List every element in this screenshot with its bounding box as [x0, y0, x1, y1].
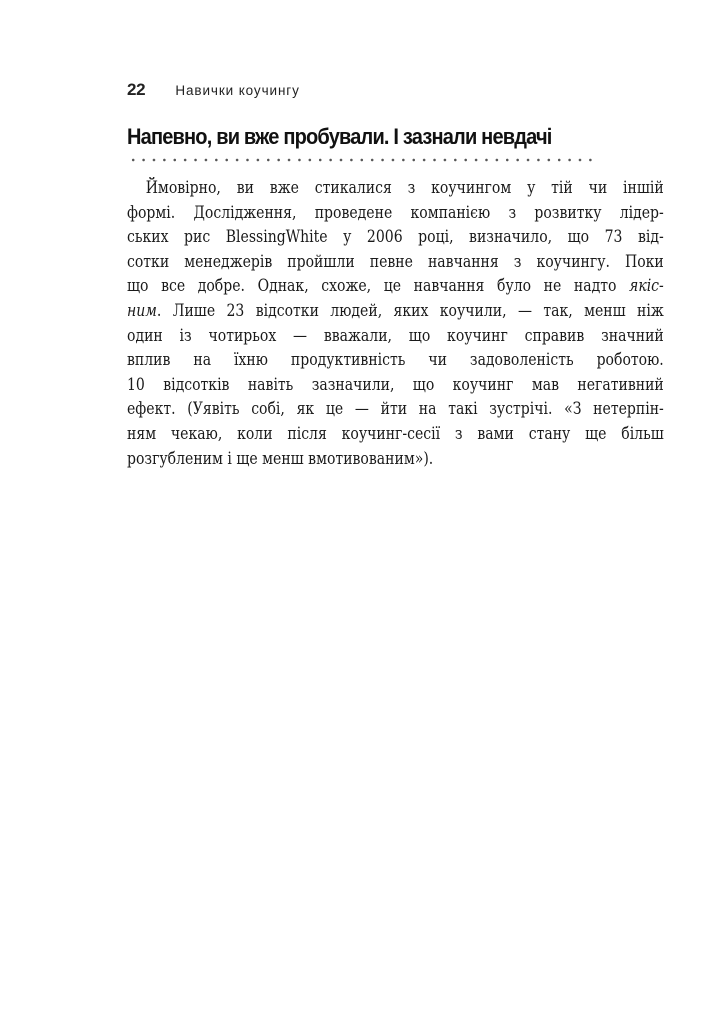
page-number: 22	[127, 80, 146, 99]
paragraph-line: сотки менеджерів пройшли певне навчання з коучингу. Поки	[127, 251, 664, 271]
running-head-title: Навички коучингу	[175, 83, 300, 98]
paragraph-line: розгубленим і ще менш вмотивованим»).	[127, 448, 434, 468]
line-text: що все добре. Однак, схоже, це навчання було не надто	[127, 276, 630, 296]
paragraph-line: один із чотирьох — вважали, що коучинг справив значний	[127, 325, 664, 345]
paragraph-line: ефект. (Уявіть собі, як це — йти на такі зустрічі. «З нетерпін-	[127, 399, 664, 419]
section-heading: Напевно, ви вже пробували. І зазнали невдачі	[127, 124, 552, 149]
paragraph-line	[127, 299, 664, 324]
italic-emphasis: якіс-	[629, 276, 664, 296]
running-head	[127, 80, 300, 100]
dotted-divider	[128, 158, 598, 162]
italic-emphasis: ним	[127, 300, 157, 320]
paragraph-line: 10 відсотків навіть зазначили, що коучинг мав негативний	[127, 374, 664, 394]
paragraph-line	[127, 274, 664, 299]
paragraph-line: ських рис BlessingWhite у 2006 році, визначило, що 73 від-	[127, 227, 664, 247]
paragraph-line: ням чекаю, коли після коучинг-сесії з вами стану ще більш	[127, 423, 664, 443]
line-text: . Лише 23 відсотки людей, яких коучили, — так, менш ніж	[156, 300, 664, 320]
paragraph-line: Ймовірно, ви вже стикалися з коучингом у тій чи іншій	[145, 178, 664, 197]
paragraph-line: формі. Дослідження, проведене компанією з розвитку лідер-	[127, 202, 664, 222]
paragraph-line: вплив на їхню продуктивність чи задоволеність роботою.	[127, 350, 664, 370]
body-paragraph	[127, 176, 664, 471]
